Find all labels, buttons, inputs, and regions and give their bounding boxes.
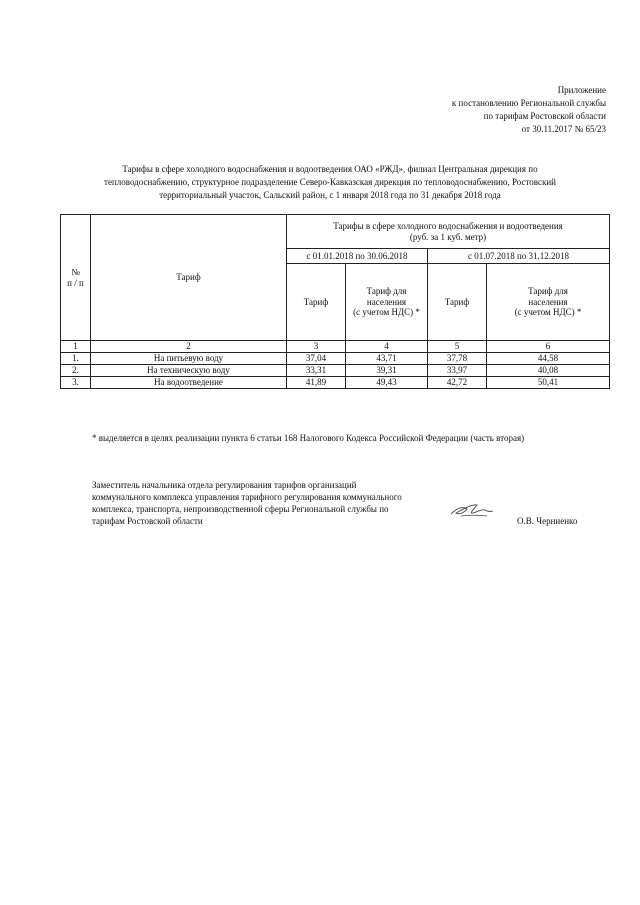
header-tariff-label: Тариф bbox=[176, 272, 201, 283]
signature-line: Заместитель начальника отдела регулирования тарифов организаций bbox=[92, 480, 357, 490]
column-number: 4 bbox=[346, 341, 428, 353]
appendix-header bbox=[346, 84, 606, 136]
cell-value: 37,04 bbox=[287, 353, 346, 365]
subheader-tariff: Тариф bbox=[428, 264, 487, 341]
cell-value: 41,89 bbox=[287, 377, 346, 389]
cell-value: 40,08 bbox=[487, 365, 610, 377]
cell-value: 50,41 bbox=[487, 377, 610, 389]
subheader-line: населения bbox=[366, 296, 407, 307]
signature-line: комплекса, транспорта, непроизводственной сферы Региональной службы по bbox=[92, 504, 389, 514]
signature-line: тарифам Ростовской области bbox=[92, 516, 203, 526]
row-name: На водоотведение bbox=[91, 377, 287, 389]
appendix-line: к постановлению Региональной службы bbox=[451, 98, 606, 108]
cell-value: 44,58 bbox=[487, 353, 610, 365]
title-line: территориальный участок, Сальский район, с 1 января 2018 года по 31 декабря 2018 года bbox=[159, 190, 501, 200]
cell-value: 37,78 bbox=[428, 353, 487, 365]
header-period-2: с 01.07.2018 по 31.12.2018 bbox=[428, 249, 610, 264]
signature-line: коммунального комплекса управления тарифного регулирования коммунального bbox=[92, 492, 402, 502]
header-number-label: № п / п bbox=[67, 266, 84, 288]
subheader-line: (с учетом НДС) * bbox=[514, 307, 582, 318]
cell-value: 42,72 bbox=[428, 377, 487, 389]
subheader-population bbox=[487, 264, 610, 341]
column-number: 5 bbox=[428, 341, 487, 353]
table-row bbox=[61, 365, 610, 377]
column-number-row bbox=[61, 341, 610, 353]
column-number: 1 bbox=[61, 341, 91, 353]
subheader-line: (с учетом НДС) * bbox=[353, 307, 420, 318]
title-line: тепловодоснабжению, структурное подразделение Северо-Кавказская дирекция по тепловодоснабжению, Ростовский bbox=[104, 177, 556, 187]
group-header-line: (руб. за 1 куб. метр) bbox=[409, 231, 487, 242]
title-line: Тарифы в сфере холодного водоснабжения и водоотведения ОАО «РЖД», филиал Центральная дирекция по bbox=[122, 164, 538, 174]
document-title bbox=[72, 163, 588, 202]
subheader-tariff: Тариф bbox=[287, 264, 346, 341]
header-period-1: с 01.01.2018 по 30.06.2018 bbox=[287, 249, 428, 264]
signer-name: О.В. Черниенко bbox=[517, 516, 578, 526]
appendix-line: по тарифам Ростовской области bbox=[483, 111, 606, 121]
subheader-population bbox=[346, 264, 428, 341]
cell-value: 33,31 bbox=[287, 365, 346, 377]
table-row bbox=[61, 353, 610, 365]
subheader-line: Тариф для bbox=[528, 285, 568, 296]
cell-value: 49,43 bbox=[346, 377, 428, 389]
header-number bbox=[61, 215, 91, 341]
row-name: На техническую воду bbox=[91, 365, 287, 377]
table-row bbox=[61, 377, 610, 389]
row-name: На питьевую воду bbox=[91, 353, 287, 365]
row-number: 1. bbox=[61, 353, 91, 365]
group-header-line: Тарифы в сфере холодного водоснабжения и водоотведения bbox=[333, 220, 563, 231]
cell-value: 33,97 bbox=[428, 365, 487, 377]
row-number: 3. bbox=[61, 377, 91, 389]
subheader-line: населения bbox=[528, 296, 568, 307]
appendix-line: от 30.11.2017 № 65/23 bbox=[521, 124, 606, 134]
row-number: 2. bbox=[61, 365, 91, 377]
tariff-table bbox=[60, 214, 610, 389]
header-group bbox=[287, 215, 610, 249]
cell-value: 39,31 bbox=[346, 365, 428, 377]
subheader-line: Тариф для bbox=[366, 285, 407, 296]
column-number: 2 bbox=[91, 341, 287, 353]
appendix-line: Приложение bbox=[557, 85, 606, 95]
handwritten-signature-icon bbox=[447, 500, 495, 522]
cell-value: 43,71 bbox=[346, 353, 428, 365]
column-number: 3 bbox=[287, 341, 346, 353]
column-number: 6 bbox=[487, 341, 610, 353]
signature-block bbox=[92, 479, 462, 527]
footnote: * выделяется в целях реализации пункта 6 статьи 168 Налогового Кодекса Российской Федерации (часть вторая) bbox=[92, 433, 525, 443]
header-tariff bbox=[91, 215, 287, 341]
